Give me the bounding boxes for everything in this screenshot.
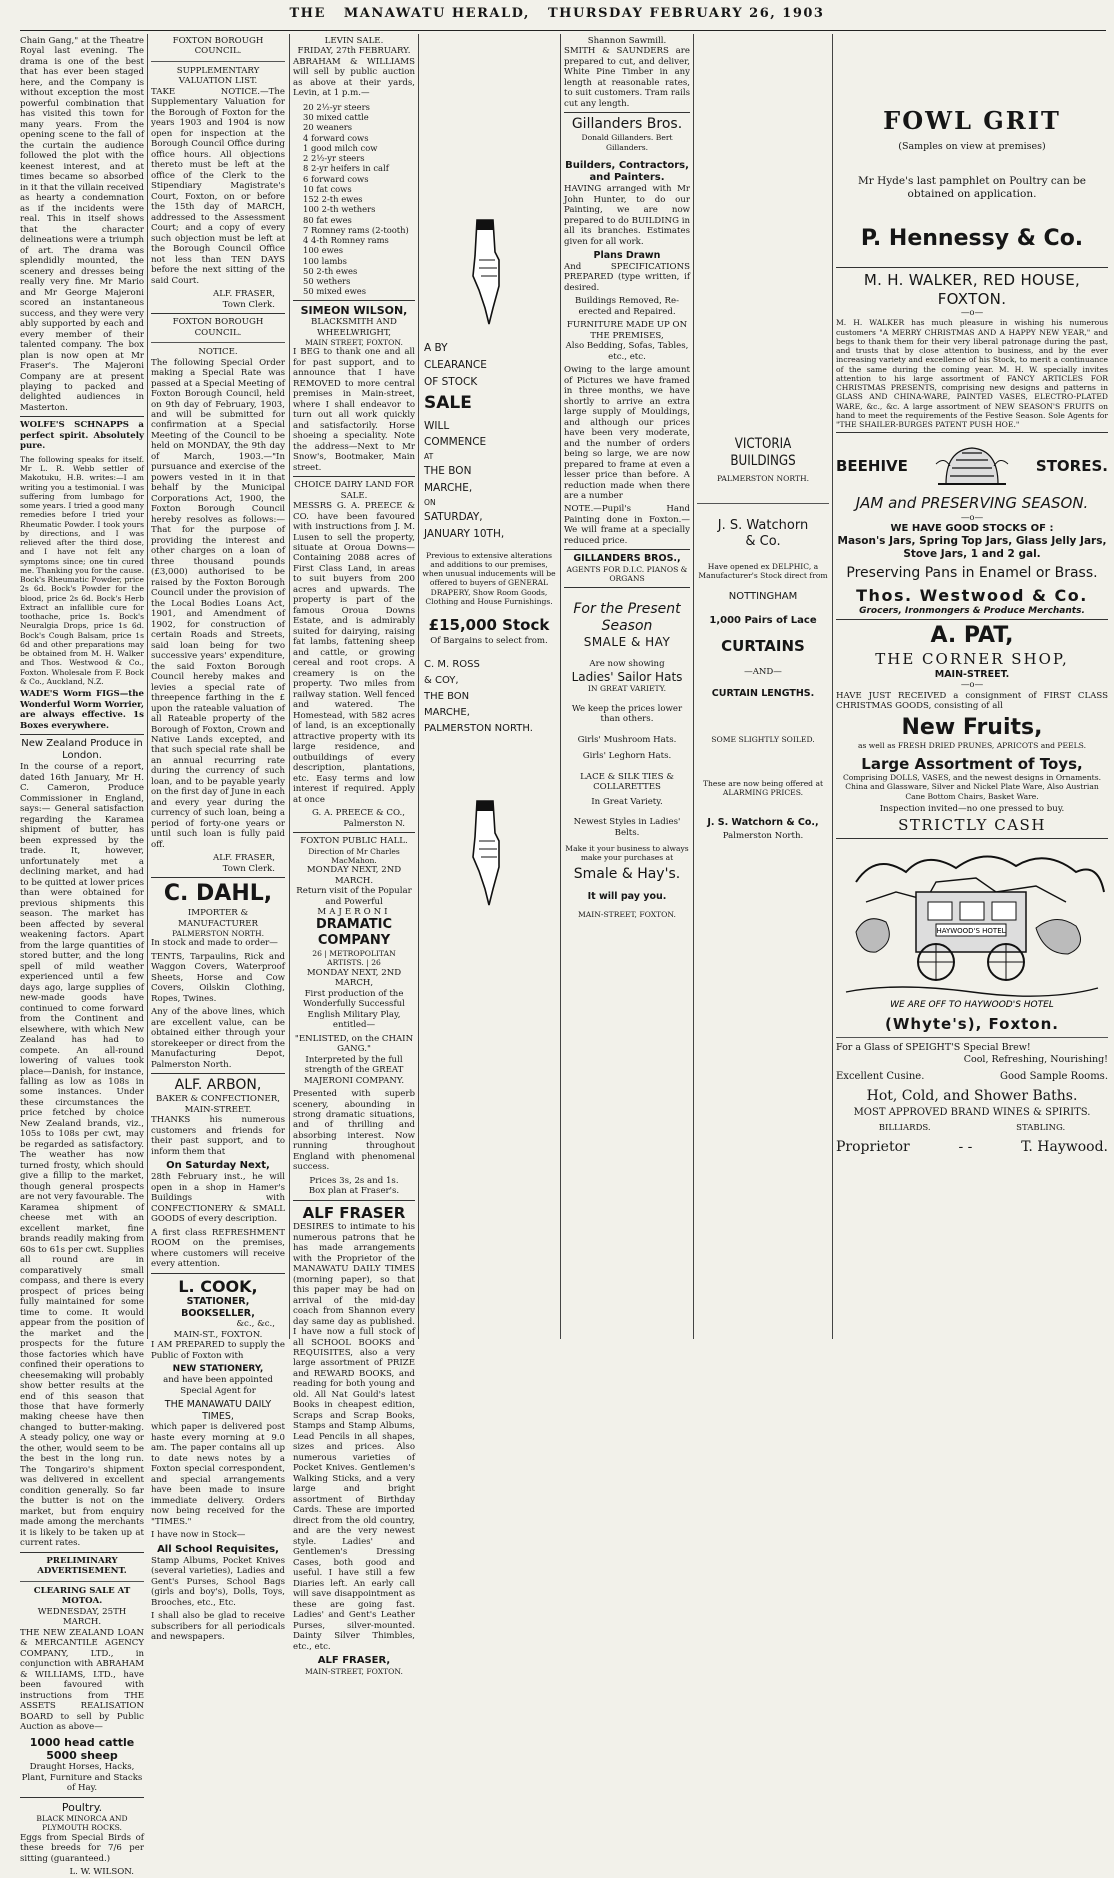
stock-item: 1 good milch cow (303, 142, 378, 153)
wolfe-heading: WOLFE'S SCHNAPPS a perfect spirit. Absolutely pure. (20, 420, 144, 452)
stock-item: 2 2½-yr steers (303, 153, 365, 164)
poultry-title: Poultry. (61, 1800, 103, 1814)
divider (20, 1581, 144, 1582)
clearance-line: JANUARY 10TH, (424, 527, 505, 540)
spacer (697, 36, 829, 436)
column-rule (289, 34, 290, 1339)
arbon-sub: BAKER & CONFECTIONER, (156, 1094, 280, 1105)
dahl-tents: TENTS, Tarpaulins, Rick and Waggon Covers, Waterproof Sheets, Horse and Cow Covers, Oilskin Clothing, Ropes, Twines. (151, 951, 285, 1004)
take-notice: TAKE NOTICE.—The Supplementary Valuation for the Borough of Foxton for the years 1903 and 1904 is now open for inspection at the Borough Council Office during office hours. All objections thereto must be left at the office of the Clerk to the Stipendiary Magistrate's Court, Foxton, on or before the 15th day of MARCH, addressed to the Assessment Court; and a copy of every such objection must be left at the Borough Council Office not less than TEN DAYS before the next sitting of the said Court. (151, 86, 285, 286)
cook-title: L. COOK, (178, 1276, 258, 1296)
arbon-ad (151, 1073, 285, 1270)
gill-note: NOTE.—Pupil's Hand Painting done in Foxton.—We will frame at a specially reduced price. (564, 504, 690, 546)
hall-artists: 26 | METROPOLITAN ARTISTS. | 26 (312, 949, 396, 968)
smale-variety-2: In Great Variety. (591, 796, 663, 807)
gill2-title: GILLANDERS BROS., (573, 553, 681, 565)
cuisine: Excellent Cusine. (836, 1071, 925, 1083)
beehive-row (836, 444, 1108, 488)
column-7 (836, 36, 1108, 1338)
stock-item: 50 wethers (303, 276, 351, 287)
gill-names: Donald Gillanders. Bert Gillanders. (581, 133, 673, 152)
dahl-place: PALMERSTON NORTH. (171, 929, 265, 939)
gill-builders: Builders, Contractors, (565, 159, 689, 171)
clearance-line: CLEARANCE (424, 358, 487, 371)
clearance-line: THE BON (424, 465, 472, 478)
masthead-date: THURSDAY FEBRUARY 26, 1903 (547, 6, 825, 21)
baths: Hot, Cold, and Shower Baths. (866, 1087, 1078, 1104)
watchorn-place: Palmerston North. (722, 830, 804, 841)
clearance-line: SATURDAY, (424, 511, 483, 524)
walker-body: M. H. WALKER has much pleasure in wishing his numerous customers "A MERRY CHRISTMAS AND A HAPPY NEW YEAR," and begs to thank them for their very liberal patronage during the past, and trusts that by close attention to business, and by the ever increasing variety and excellence of his Stock, to merit a continuance of the same during the coming year. M. H. W. specially invites attention to his large assortment of FANCY ARTICLES FOR CHRISTMAS PRESENTS, comprising new designs and patterns in GLASS AND CHINA-WARE, PAINTED VASES, ELECTRO-PLATED WARE, &c., &c. A large assortment of NEW SEASON'S FRUITS on hand to meet the requirements of the Festive Season. Sole Agents for "THE SHAILER-BURGES PATENT PUSH HOE." (836, 318, 1108, 430)
dahl-stock: In stock and made to order— (151, 938, 278, 949)
jam-title: JAM and PRESERVING SEASON. (855, 494, 1089, 513)
cook-school: All School Requisites, (157, 1543, 279, 1555)
clearance-prev: Previous to extensive alterations and additions to our premises, when unusual inducements will be offered to buyers of GENERAL DRAPERY, Show Room Goods, Clothing and House Furnishings. (422, 550, 556, 606)
watchorn-sig: J. S. Watchorn & Co., (707, 817, 819, 829)
gill-removed: Buildings Removed, Re-erected and Repaired. (574, 296, 680, 317)
sheep-count: 5000 sheep (46, 1748, 118, 1762)
beehive-word: BEEHIVE (836, 457, 908, 476)
alf-body: DESIRES to intimate to his numerous patrons that he has made arrangements with the Proprietor of the MANAWATU DAILY TIMES (morning paper), so that this paper may be had on arrival of the mid-day coach from Shannon every day same day as published. I have now a full stock of all SCHOOL BOOKS and REQUISITES, also a very large assortment of PRIZE and REWARD BOOKS, and reading for both young and old. All Nat Gould's latest Books in cheapest edition, Scraps and Scrap Books, Stamps and Stamp Albums, Lead Pencils in all shapes, sizes and prices. Also numerous varieties of Pocket Knives. Gentlemen's Walking Sticks, and a very large and bright assortment of Birthday Cards. These are imported direct from the old country, and are the very newest style. Ladies' and Gentlemen's Dressing Cases, both good and useful. I have still a few Diaries left. An early call will save disappointment as these are going fast. Ladies' and Gent's Leather Purses, silver-mounted. Dainty Silver Thimbles, etc., etc. (293, 1222, 415, 1652)
apat-corner: THE CORNER SHOP, (875, 650, 1069, 669)
hall-return: Return visit of the Popular and Powerful (296, 886, 412, 907)
clearance-ad (422, 340, 556, 543)
masthead-the: THE (289, 6, 326, 21)
alf-ad (293, 1200, 415, 1677)
arbon-body-2: 28th February inst., he will open in a shop in Hamer's Buildings with CONFECTIONERY & SMALL GOODS of every description. (151, 1172, 285, 1225)
column-6 (697, 36, 829, 1338)
loan-body: THE NEW ZEALAND LOAN & MERCANTILE AGENCY COMPANY, LTD., in conjunction with ABRAHAM & WILLIAMS, LTD., have been favoured with instructions from THE ASSETS REALISATION BOARD to sell by Public Auction as above— (20, 1627, 144, 1733)
coach-sign: HAYWOOD'S HOTEL (936, 926, 1006, 935)
arbon-refresh: A first class REFRESHMENT ROOM on the premises, where customers will receive every attention. (151, 1227, 285, 1270)
column-rule (693, 34, 694, 1339)
stock-item: 100 ewes (303, 245, 344, 256)
arbon-main: MAIN-STREET. (184, 1104, 252, 1115)
hall-ad (293, 832, 415, 1197)
simeon-body: I BEG to thank one and all for past support, and to announce that I have REMOVED to more central premises in Main-street, where I shall endeavor to turn out all work quickly and satisfactorily. Horse shoeing a speciality. Note the address—Next to Mr Snow's, Bootmaker, Main street. (293, 347, 415, 473)
motoa-sale-ad (20, 1552, 144, 1794)
fowl-hyde: Mr Hyde's last pamphlet on Poultry can be obtained on application. (857, 174, 1087, 200)
cook-stationer: STATIONER, (186, 1296, 250, 1308)
clerk-sig-2: Town Clerk. (222, 863, 275, 874)
hall-dramatic: DRAMATIC COMPANY (315, 917, 393, 949)
smale-make: Make it your business to always make your purchases at (565, 844, 689, 863)
watchorn-and: —AND— (744, 667, 782, 678)
theatre-review: Chain Gang," at the Theatre Royal last evening. The drama is one of the best that has ever been staged here, and the Company is without exception the most powerful combination that has visited this town for many years. From the opening scene to the fall of the curtain the audience followed the plot with the keenest interest, and at times became so absorbed in it that the villain received as hearty a condemnation as if the incidents were real. This in itself shows that the character delineations were a triumph of art. The drama was splendidly mounted, the scenery and dresses being really very fine. Mr Mario and Mr George Majeroni scored an instantaneous success, and they were very ably supported by each and every member of their talented company. The box plan is now open at Mr Fraser's. The Majeroni Company are at present playing to packed and delighted audiences in Masterton. (20, 36, 144, 413)
hall-interp: Interpreted by the full strength of the GREAT MAJERONI COMPANY. (303, 1054, 405, 1086)
poultry-ad (20, 1797, 144, 1878)
westwood-title: Thos. Westwood & Co. (856, 585, 1088, 605)
stock-item: 10 fat cows (303, 183, 352, 194)
smale-season: Season (601, 617, 653, 634)
smale-lace: LACE & SILK TIES & (580, 771, 674, 782)
smale-ad (564, 587, 690, 920)
masthead (0, 6, 1114, 26)
ross-line: & COY, (424, 674, 459, 686)
cook-subscr: I shall also be glad to receive subscribers for all periodicals and newspapers. (151, 1611, 285, 1643)
ross-line: C. M. ROSS (424, 658, 480, 670)
column-5 (564, 36, 690, 1338)
clearing-heading: CLEARING SALE AT MOTOA. (33, 1585, 131, 1607)
gill-owing: Owing to the large amount of Pictures we have framed in three months, we have shortly to arrive an extra large supply of Mouldings, and although our prices have been very moderate, and the number of orders being so large, we are now prepared to frame at even a lesser price than before. A reduction made when there are a number (564, 365, 690, 501)
watchorn-soiled: SOME SLIGHTLY SOILED. (711, 735, 815, 745)
smale-newest: Newest Styles in Ladies' Belts. (573, 817, 681, 838)
stabling: STABLING. (1016, 1122, 1066, 1133)
wolfe-ad (20, 416, 144, 731)
whytes: (Whyte's), Foxton. (885, 1015, 1059, 1034)
clearance-line: A BY (424, 342, 448, 354)
stock-item: 4 forward cows (303, 132, 369, 143)
levin-title: LEVIN SALE. (324, 36, 384, 46)
apat-toys: Large Assortment of Toys, (861, 754, 1083, 773)
cool: Cool, Refreshing, Nourishing! (963, 1053, 1108, 1065)
cook-etc: &c., &c., (236, 1319, 275, 1330)
cook-addr: MAIN-ST., FOXTON. (173, 1329, 263, 1340)
preece-place: Palmerston N. (343, 818, 405, 829)
watchorn-offered: These are now being offered at ALARMING PRICES. (702, 778, 824, 797)
gill-pianos-ad (564, 549, 690, 583)
dahl-body: Any of the above lines, which are excellent value, can be obtained either through your storekeeper or direct from the Manufacturing Depot, Palmerston North. (151, 1007, 285, 1070)
smale-leghorn: Girls' Leghorn Hats. (582, 751, 672, 762)
alf-sig: ALF FRASER, (317, 1655, 391, 1667)
spacer (836, 36, 1108, 106)
gill-having: HAVING arranged with Mr John Hunter, to do our Painting, we are now prepared to do BUILDING in all its branches. Estimates given for all work. (564, 184, 690, 247)
hall-direction: Direction of Mr Charles MacMahon. (308, 846, 400, 865)
watchorn-notts: NOTTINGHAM (728, 590, 798, 602)
divider (151, 342, 285, 343)
hall-box: Box plan at Fraser's. (308, 1186, 400, 1197)
levin-body: ABRAHAM & WILLIAMS will sell by public auction as above at their yards, Levin, at 1 p.m.— (293, 56, 415, 99)
gill-spec: And SPECIFICATIONS PREPARED (type written, if desired. (564, 261, 690, 293)
ross-line: MARCHE, (424, 706, 470, 718)
victoria-title: VICTORIA BUILDINGS (730, 436, 796, 470)
dairy-title: CHOICE DAIRY LAND FOR SALE. (294, 480, 414, 501)
stock-item: 30 mixed cattle (303, 112, 369, 123)
alf-addr: MAIN-STREET, FOXTON. (305, 1667, 403, 1677)
fowl-title: FOWL GRIT (883, 106, 1061, 135)
watchorn-title: J. S. Watchorn (717, 518, 809, 534)
stock-item: 100 lambs (303, 255, 347, 266)
clearance-line: ON (424, 497, 436, 507)
nz-produce-title: New Zealand Produce in London. (21, 738, 143, 762)
hall-monday: MONDAY NEXT, 2ND MARCH. (306, 865, 402, 886)
clearing-date: WEDNESDAY, 25TH MARCH. (37, 1606, 127, 1628)
smale-mush: Girls' Mushroom Hats. (577, 734, 677, 745)
prelim-heading: PRELIMINARY ADVERTISEMENT. (37, 1555, 127, 1577)
cook-agent: and have been appointed Special Agent for (163, 1375, 273, 1396)
smale-coll: COLLARETTES (593, 782, 661, 793)
hennessy-title: P. Hennessy & Co. (860, 226, 1084, 252)
billiards-row (836, 1123, 1108, 1133)
proprietor-label: Proprietor (836, 1139, 910, 1156)
apat-main: MAIN-STREET. (934, 668, 1010, 680)
poultry-eggs: Eggs from Special Birds of these breeds for 7/6 per sitting (guaranteed.) (20, 1832, 144, 1864)
apat-comprising: Comprising DOLLS, VASES, and the newest designs in Ornaments. China and Glassware, Silver and Nickel Plate Ware, Also Austrian Cane Bottom Chairs, Basket Ware. (842, 773, 1102, 801)
watchorn-pairs: 1,000 Pairs of Lace (709, 614, 817, 626)
column-rule (560, 34, 561, 1339)
stock-item: 80 fat ewes (303, 214, 352, 225)
clearance-line: MARCHE, (424, 482, 473, 495)
column-rule (147, 34, 148, 1339)
hall-presented: Presented with superb scenery, abounding in strong dramatic situations, and of thrilling and absorbing interest. Now running throughout England with phenomenal success. (293, 1089, 415, 1173)
beehive-icon (936, 444, 1008, 488)
gill-title: Gillanders Bros. (571, 116, 683, 133)
cook-newstat: NEW STATIONERY, (172, 1364, 264, 1375)
stock-item: 152 2-th ewes (303, 194, 363, 205)
cook-bookseller: BOOKSELLER, (181, 1307, 255, 1319)
cook-daily-body: which paper is delivered post haste every morning at 9.0 am. The paper contains all up to date news notes by a Foxton special correspondent, and special arrangements have been made to insure immediate delivery. Orders now being received for the "TIMES." (151, 1422, 285, 1527)
walker-title: M. H. WALKER, RED HOUSE, FOXTON. (863, 271, 1081, 308)
column-1 (20, 36, 145, 1878)
hall-enlisted: "ENLISTED, on the CHAIN GANG." (294, 1033, 414, 1055)
apat-mark: —o— (960, 680, 984, 691)
bargains: Of Bargains to select from. (430, 636, 548, 647)
stock-item: 4 4-th Romney rams (303, 235, 389, 246)
simeon-sub: BLACKSMITH AND WHEELWRIGHT, (311, 317, 397, 338)
supp-heading: SUPPLEMENTARY VALUATION LIST. (176, 65, 260, 87)
dairy-ad (293, 476, 415, 829)
dahl-title: C. DAHL, (163, 881, 273, 907)
notice-heading: NOTICE. (198, 347, 238, 358)
watchorn-opened: Have opened ex DELPHIC, a Manufacturer's Stock direct from (698, 562, 828, 581)
fraser-sig-2: ALF. FRASER, (212, 853, 275, 864)
proprietor-name: T. Haywood. (1021, 1139, 1108, 1156)
gill-painters: and Painters. (589, 172, 665, 184)
dairy-body: MESSRS G. A. PREECE & CO. have been favoured with instructions from J. M. Lusen to sell the property, situate at Oroua Downs— Containing 2088 acres of First Class Land, in areas to suit buyers from 200 acres and upwards. The property is part of the famous Oroua Downs Estate, and is admirably suited for dairying, raising fat lambs, fattening sheep and cattle, or growing cereal and root crops. A creamery is on the property. Two miles from railway station. Well fenced and watered. The Homestead, with 582 acres of land, is an exceptionally attractive property with its large residence, and outbuildings of every description, plantations, etc. Easy terms and low interest if required. Apply at once (293, 501, 415, 805)
preece-sig: G. A. PREECE & CO., (311, 808, 405, 819)
fowl-samples: (Samples on view at premises) (898, 141, 1046, 153)
smale-present: For the Present (573, 600, 681, 617)
apat-cash: STRICTLY CASH (898, 816, 1046, 835)
arbon-title: ALF. ARBON, (174, 1077, 262, 1094)
wehave: WE HAVE GOOD STOCKS OF : (890, 523, 1054, 535)
smale-addr: MAIN-STREET, FOXTON. (578, 910, 676, 920)
stock-item: 20 2½-yr steers (303, 101, 370, 112)
cattle-count: 1000 head cattle (29, 1735, 135, 1749)
column-rule (832, 34, 833, 1339)
top-rule (20, 30, 1106, 31)
walker-mark: —o— (960, 307, 984, 318)
haywood-ad (836, 838, 1108, 1157)
simeon-title: SIMEON WILSON, (300, 303, 408, 317)
gill-bedding: Also Bedding, Sofas, Tables, etc., etc. (565, 341, 689, 362)
apat-received: HAVE JUST RECEIVED a consignment of FIRST CLASS CHRISTMAS GOODS, consisting of all (836, 690, 1108, 712)
clearance-sale: SALE (424, 393, 472, 414)
rooms: Good Sample Rooms. (1000, 1071, 1108, 1083)
arbon-body: THANKS his numerous customers and friends for their past support, and to inform them that (151, 1115, 285, 1157)
column-rule (418, 34, 419, 1339)
cook-prepared: I AM PREPARED to supply the Public of Foxton with (151, 1340, 285, 1361)
coach-illustration-icon (836, 842, 1108, 1012)
apat-title: A. PAT, (930, 623, 1014, 649)
borough-heading-2: FOXTON BOROUGH COUNCIL. (172, 317, 264, 338)
beehive-mark: —o— (960, 512, 984, 523)
clearance-line: AT (424, 452, 434, 462)
stock-list (293, 102, 415, 297)
stock-item: 6 forward cows (303, 173, 369, 184)
levin-date: FRIDAY, 27th FEBRUARY. (297, 46, 411, 57)
apat-fruits: New Fruits, (901, 714, 1043, 740)
special-order: The following Special Order making a Special Rate was passed at a Special Meeting of Foxton Borough Council, held on 9th day of February, 1903, and will be submitted for confirmation at a Special Meeting of the Council to be held on MONDAY, the 9th day of March, 1903.—"In pursuance and exercise of the powers vested in it in that behalf by the Municipal Corporations Act, 1900, the Foxton Borough Council hereby resolves as follows:—That for the purpose of providing the interest and other charges on a loan of three thousand pounds (£3,000) authorised to be raised by the Foxton Borough Council under the provision of the Local Bodies Loans Act, 1901, and Amendment of 1902, for construction of certain Roads and Streets, said loan being for two successive years' expenditure, the said Foxton Borough Council hereby makes and levies a special rate of threepence farthing in the £ upon the rateable valuation of all Rateable property of the Borough of Foxton, Crown and Native Lands excepted, and that such special rate shall be an annual recurring rate during the currency of such loan, and to be payable yearly on the first day of June in each and every year during the currency of such loan, being a period of forty-one years or until such loan is fully paid off. (151, 357, 285, 850)
stock-item: 7 Romney rams (2-tooth) (303, 224, 409, 235)
stock-item: 8 2-yr heifers in calf (303, 163, 389, 174)
draught-line: Draught Horses, Hacks, Plant, Furniture and Stacks of Hay. (21, 1762, 143, 1794)
watchorn-co: & Co. (745, 534, 781, 550)
watchorn-lengths: CURTAIN LENGTHS. (711, 687, 815, 699)
smale-name: SMALE & HAY (583, 634, 671, 649)
beehive-ad (836, 432, 1108, 616)
stock-item: 50 mixed ewes (303, 286, 367, 297)
gillanders-ad (564, 112, 690, 546)
smale-name-2: Smale & Hay's. (573, 865, 681, 882)
stock-value: £15,000 Stock (428, 616, 550, 635)
gill2-agents: AGENTS FOR D.I.C. PIANOS & ORGANS (566, 565, 688, 584)
proprietor-dashes: - - (958, 1139, 973, 1156)
glass: For a Glass of SPEIGHT'S Special Brew! (836, 1042, 1031, 1054)
nz-produce-body: In the course of a report, dated 16th January, Mr H. C. Cameron, Produce Commissioner in England, says:— General satisfaction regarding the Karamea shipment of butter, has been expressed by the trade. It, however, unfortunately met a declining market, and had to be quitted at lower prices than were obtained for previous shipments this season. The market has been affected by several weakening factors. Apart from the large quantities of stored butter, and the long spell of mild weather experienced until a few days ago, large supplies of new-made goods have continued to come forward from the Continent and elsewhere, with which New Zealand has had to compete. An all-round lowering of values took place—Danish, for instance, falling as low as 108s in some instances. Under these circumstances the price fetched by choice New Zealand brands, viz., 105s to 108s per cwt, may be regarded as satisfactory. The weather has now turned frosty, which should give a fillip to the market, though general prospects are not very favourable. The Karamea shipment of cheese met with an excellent market, fine brands readily making from 60s to 61s per cwt. Supplies all round are in comparatively small compass, and there is every prospect of prices being fully maintained for some time to come. It would appear from the position of the market and the prospects for the future those factories which have confined their operations to cheesemaking will probably show better results at the end of this season that those that have formerly making cheese have then changed to butter-making. A steady policy, one way or the other, would seem to be the best in the long run. The Tongariro's shipment was delivered in excellent condition generally. So far the butter is not on the market, but from enquiry made among the merchants it is likely to be taken up at current rates. (20, 762, 144, 1549)
clearance-line: OF STOCK (424, 375, 478, 388)
ross-block (422, 657, 556, 737)
alf-title: ALF FRASER (302, 1203, 406, 1222)
proprietor-row (836, 1139, 1108, 1156)
hall-majeroni: MAJERONI (317, 907, 391, 917)
ross-line: PALMERSTON NORTH. (424, 722, 533, 734)
dahl-sub: IMPORTER & MANUFACTURER (178, 908, 258, 929)
hall-title: FOXTON PUBLIC HALL. (300, 836, 408, 847)
masthead-paper: MANAWATU HERALD, (343, 6, 530, 21)
smale-pay: It will pay you. (587, 890, 667, 902)
jars: Mason's Jars, Spring Top Jars, Glass Jelly Jars, Stove Jars, 1 and 2 gal. (837, 535, 1107, 561)
smale-keep: We keep the prices lower than others. (571, 703, 683, 725)
cook-now: I have now in Stock— (151, 1530, 246, 1541)
borough-heading-1: FOXTON BOROUGH COUNCIL. (172, 36, 264, 57)
apat-dried: as well as FRESH DRIED PRUNES, APRICOTS and PEELS. (857, 741, 1087, 751)
column-4 (422, 36, 556, 1338)
divider (836, 1037, 1108, 1038)
apat-ad (836, 619, 1108, 834)
cuisine-row (836, 1071, 1108, 1083)
fraser-sig: ALF. FRASER, (212, 289, 275, 300)
smale-showing: Are now showing (589, 659, 665, 670)
clerk-sig: Town Clerk. (222, 299, 275, 310)
stock-item: 50 2-th ewes (303, 265, 358, 276)
pointing-hand-icon (459, 216, 519, 326)
smale-variety: IN GREAT VARIETY. (587, 684, 667, 694)
poultry-sig: L. W. WILSON. (69, 1867, 134, 1878)
wines: MOST APPROVED BRAND WINES & SPIRITS. (853, 1106, 1091, 1118)
simeon-addr: MAIN STREET, FOXTON. (305, 338, 403, 348)
cook-school-body: Stamp Albums, Pocket Knives (several varieties), Ladies and Gent's Purses, School Bags (girls and boy's), Dolls, Toys, Brooches, etc., Etc. (151, 1555, 285, 1608)
gill-plans: Plans Drawn (593, 250, 661, 262)
coach-banner: WE ARE OFF TO HAYWOOD'S HOTEL (890, 999, 1054, 1010)
watchorn-curtains: CURTAINS (721, 637, 805, 655)
cook-daily: THE MANAWATU DAILY TIMES, (164, 1399, 272, 1422)
westwood-sub: Grocers, Ironmongers & Produce Merchants. (859, 605, 1085, 616)
poultry-sub: BLACK MINORCA AND PLYMOUTH ROCKS. (36, 1814, 128, 1833)
billiards: BILLIARDS. (878, 1122, 931, 1133)
gill-furn: FURNITURE MADE UP ON THE PREMISES, (566, 320, 688, 341)
divider (697, 503, 829, 504)
column-3 (293, 36, 415, 1677)
stores-word: STORES. (1035, 457, 1108, 476)
arbon-saturday: On Saturday Next, (166, 1160, 270, 1172)
divider (151, 61, 285, 62)
walker-ad (836, 267, 1108, 429)
pointing-hand-icon (459, 797, 519, 907)
smale-sailor: Ladies' Sailor Hats (571, 669, 683, 684)
cook-ad (151, 1273, 285, 1643)
hall-monday-2: MONDAY NEXT, 2ND MARCH, (306, 967, 402, 989)
hall-first: First production of the Wonderfully Successful English Military Play, entitled— (303, 988, 405, 1031)
pans: Preserving Pans in Enamel or Brass. (846, 564, 1098, 581)
hall-prices: Prices 3s, 2s and 1s. (309, 1175, 399, 1186)
clearance-line: COMMENCE (424, 436, 487, 449)
stock-item: 20 weaners (303, 122, 353, 133)
victoria-place: PALMERSTON NORTH. (716, 474, 810, 484)
borough-order-ad (151, 313, 285, 874)
wolfe-body: The following speaks for itself. Mr L. R. Webb settler of Makotuku, H.B. writes:—I am writing you a testimonial. I was suffering from lumbago for some years. I tried a good many remedies before I tried your Rheumatic Powder. I took yours by directions, and I was relieved after the third dose, and I have not felt any symptoms since; one tin cured me. Thanking you for the cause. Bock's Rheumatic Powder, price 2s 6d. Bock's Powder for the blood, price 2s 6d. Bock's Herb Extract an infallible cure for toothache, price 1s. Bock's Neuralgia Drops, price 1s 6d. Bock's Cough Balsam, price 1s 6d and other preparations may be obtained from M. H. Walker and Thos. Westwood & Co., Foxton. Wholesale from F. Bock & Co., Auckland, N.Z. (20, 454, 145, 686)
ross-line: THE BON (424, 690, 470, 702)
nz-produce-article (20, 734, 144, 1549)
simeon-ad (293, 300, 415, 473)
apat-inspection: Inspection invited—no one pressed to buy. (879, 803, 1065, 814)
wade-ad: WADE'S Worm FIGS—the Wonderful Worm Worrier, are always effective. 1s Boxes everywhere. (20, 689, 144, 731)
column-2 (151, 36, 285, 1643)
shannon-title: Shannon Sawmill. (587, 36, 667, 46)
shannon-body: SMITH & SAUNDERS are prepared to cut, and deliver, White Pine Timber in any length at reasonable rates, to suit customers. Tram rails cut any length. (564, 46, 690, 109)
dahl-ad (151, 877, 285, 1070)
clearance-line: WILL (424, 419, 450, 432)
stock-item: 100 2-th wethers (303, 204, 376, 215)
